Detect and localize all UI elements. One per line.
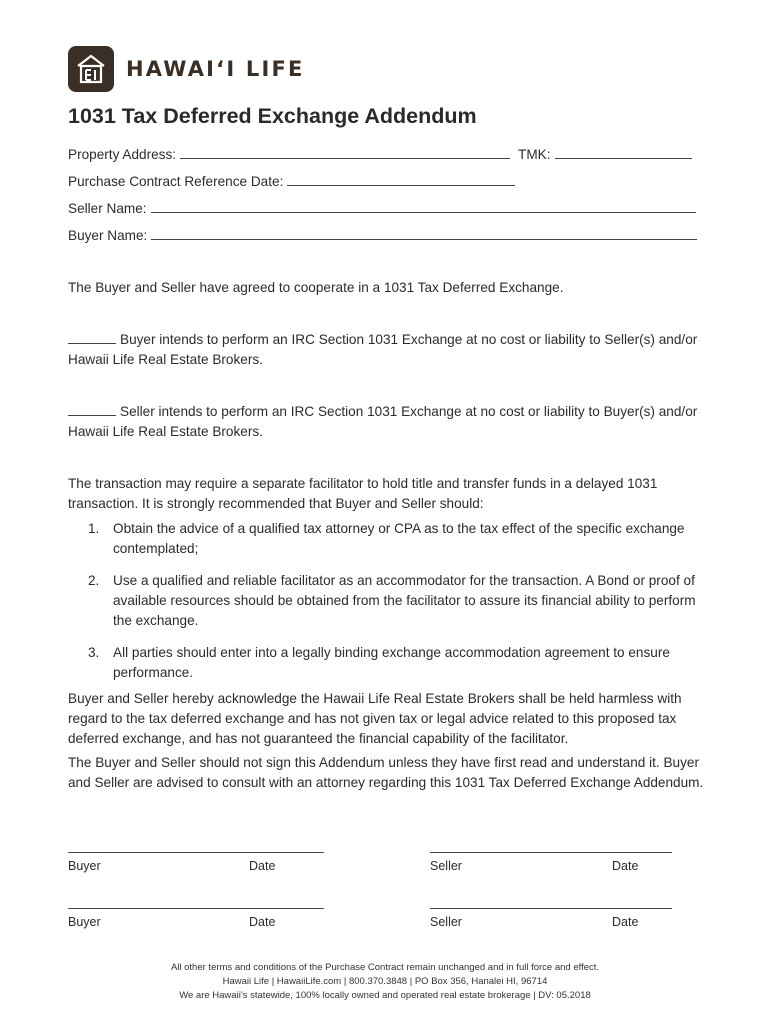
list-item <box>88 571 708 631</box>
property-address-field[interactable] <box>180 145 510 159</box>
seller-label: Seller <box>430 859 462 873</box>
list-item-text: Use a qualified and reliable facilitator as an accommodator for the transaction. A Bond or proof of available resources should be obtained from the facilitator to assure its financial ability to perform the exchange. <box>113 573 696 628</box>
buyer-signature-line-1[interactable] <box>68 852 324 853</box>
list-item-number: 2. <box>88 573 100 588</box>
buyer-signature-line-2[interactable] <box>68 908 324 909</box>
seller-initial-field[interactable] <box>68 403 116 416</box>
date-label: Date <box>612 915 639 929</box>
date-label: Date <box>249 859 276 873</box>
buyer-name-field[interactable] <box>151 226 697 240</box>
property-address-row <box>68 145 692 162</box>
page-title: 1031 Tax Deferred Exchange Addendum <box>68 104 477 128</box>
seller-label: Seller <box>430 915 462 929</box>
property-address-label: Property Address: <box>68 147 177 162</box>
buyer-clause <box>68 330 708 370</box>
date-label: Date <box>249 915 276 929</box>
list-item-text: All parties should enter into a legally binding exchange accommodation agreement to ensure performance. <box>113 645 670 680</box>
buyer-initial-field[interactable] <box>68 331 116 344</box>
list-item <box>88 643 708 683</box>
date-label: Date <box>612 859 639 873</box>
footer-tagline: We are Hawaii’s statewide, 100% locally owned and operated real estate brokerage | DV: 05.2018 <box>179 990 591 1001</box>
seller-name-row <box>68 199 696 216</box>
footer-terms: All other terms and conditions of the Purchase Contract remain unchanged and in full force and effect. <box>170 962 600 973</box>
house-icon <box>68 46 114 92</box>
seller-clause-text: Seller intends to perform an IRC Section 1031 Exchange at no cost or liability to Buyer(s) and/or Hawaii Life Real Estate Brokers. <box>68 404 698 439</box>
brand-logo <box>68 46 305 92</box>
facilitator-intro: The transaction may require a separate facilitator to hold title and transfer funds in a delayed 1031 transaction. It is strongly recommended that Buyer and Seller should: <box>68 476 658 511</box>
list-item-number: 1. <box>88 521 100 536</box>
seller-signature-line-1[interactable] <box>430 852 672 853</box>
recommendation-list <box>88 519 708 559</box>
contract-date-row <box>68 172 515 189</box>
buyer-label: Buyer <box>68 915 101 929</box>
seller-name-label: Seller Name: <box>68 201 147 216</box>
buyer-clause-text: Buyer intends to perform an IRC Section 1031 Exchange at no cost or liability to Seller(s) and/or Hawaii Life Real Estate Brokers. <box>68 332 698 367</box>
seller-name-field[interactable] <box>151 199 696 213</box>
contract-date-field[interactable] <box>287 172 515 186</box>
buyer-name-row <box>68 226 697 243</box>
list-item-number: 3. <box>88 645 100 660</box>
list-item-text: Obtain the advice of a qualified tax attorney or CPA as to the tax effect of the specific exchange contemplated; <box>113 521 685 556</box>
seller-clause <box>68 402 708 442</box>
harmless-clause: Buyer and Seller hereby acknowledge the Hawaii Life Real Estate Brokers shall be held harmless with regard to the tax deferred exchange and has not given tax or legal advice related to this proposed tax deferred exchange, and has not guaranteed the financial capability of the facilitator. <box>68 691 682 746</box>
buyer-label: Buyer <box>68 859 101 873</box>
contract-date-label: Purchase Contract Reference Date: <box>68 174 284 189</box>
recommendation-list <box>88 571 708 631</box>
brand-name: HAWAIʻI LIFE <box>126 57 305 81</box>
seller-signature-line-2[interactable] <box>430 908 672 909</box>
list-item <box>88 519 708 559</box>
advice-clause: The Buyer and Seller should not sign this Addendum unless they have first read and understand it. Buyer and Seller are advised to consult with an attorney regarding this 1031 Tax Deferred Exchange Addendum. <box>68 755 704 790</box>
footer-contact: Hawaii Life | HawaiiLife.com | 800.370.3848 | PO Box 356, Hanalei HI, 96714 <box>222 976 548 987</box>
buyer-name-label: Buyer Name: <box>68 228 148 243</box>
intro-text: The Buyer and Seller have agreed to cooperate in a 1031 Tax Deferred Exchange. <box>68 280 564 295</box>
recommendation-list <box>88 643 708 683</box>
tmk-field[interactable] <box>555 145 692 159</box>
tmk-label: TMK: <box>518 147 551 162</box>
